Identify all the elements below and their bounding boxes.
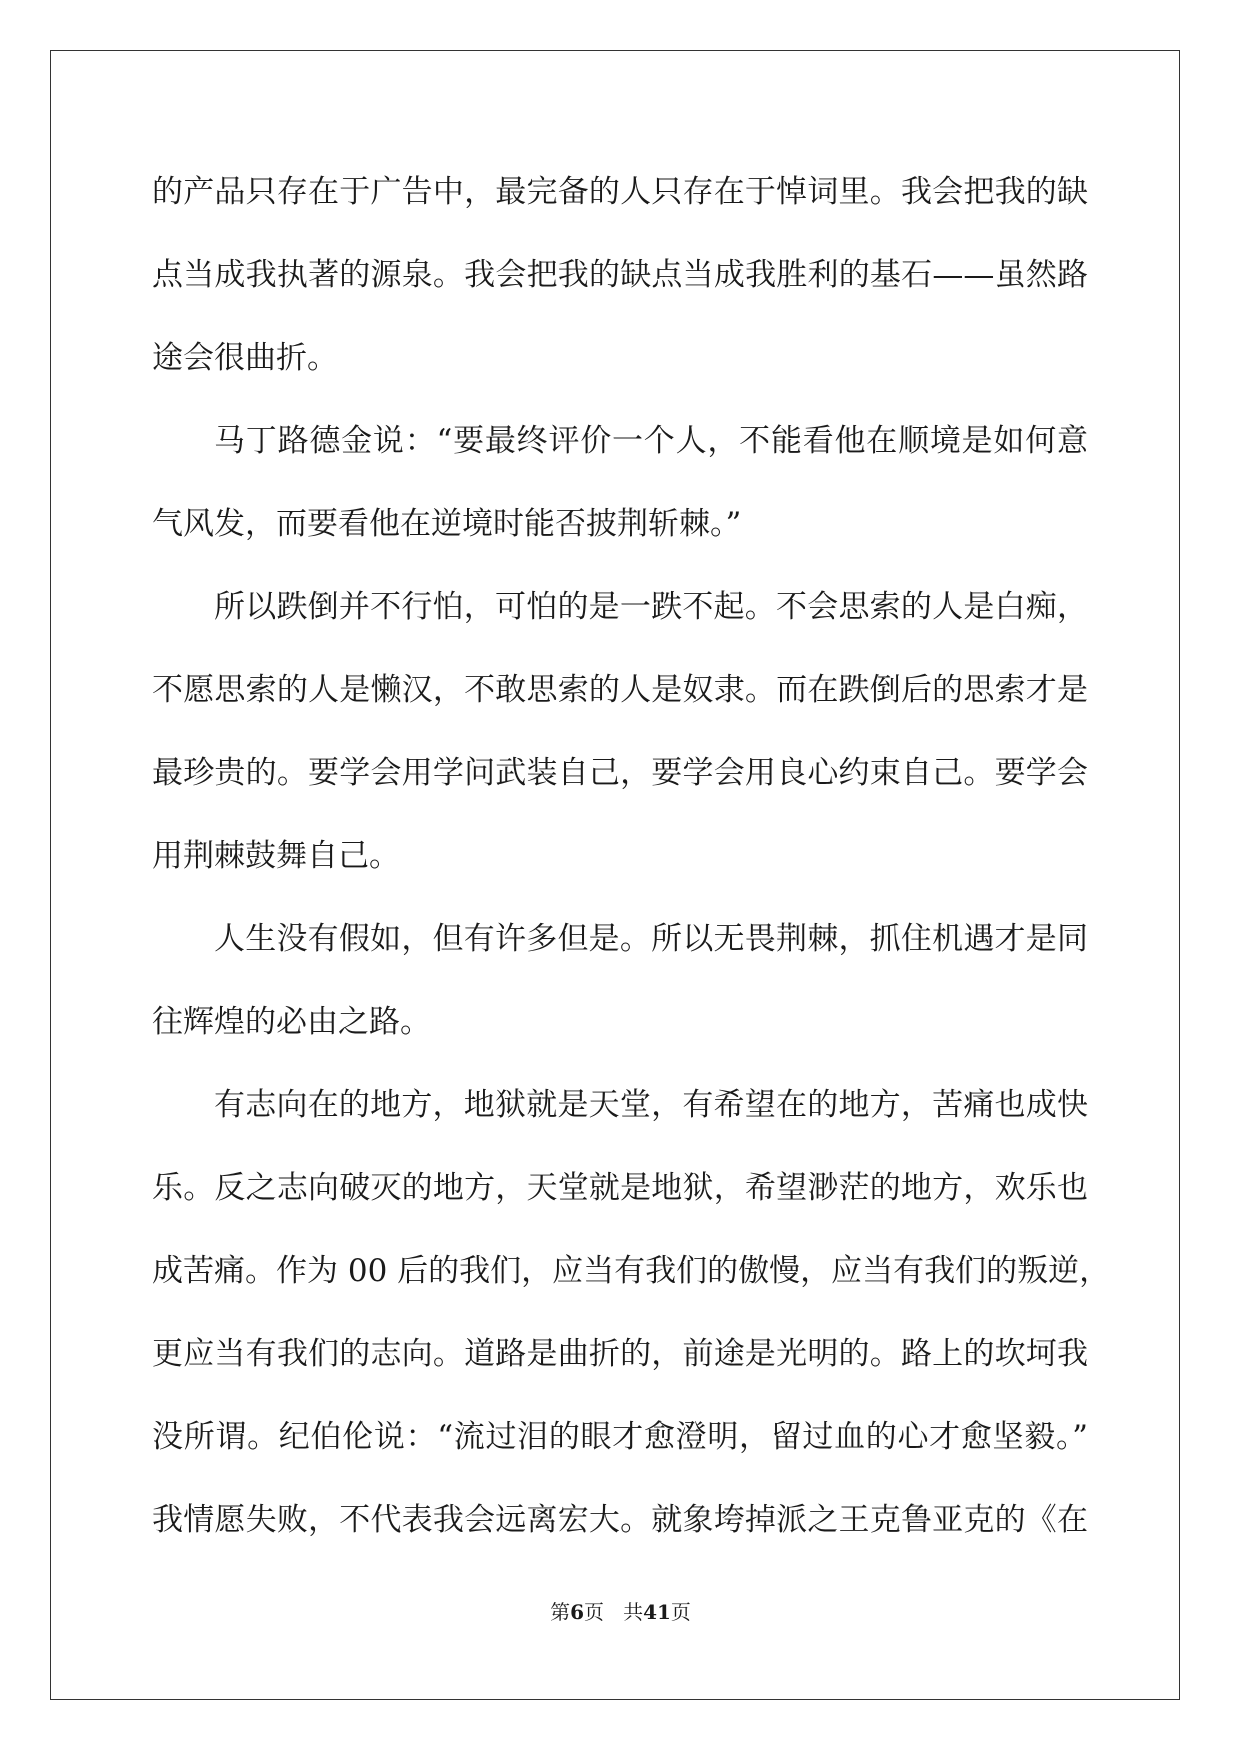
text-line: 气风发，而要看他在逆境时能否披荆斩棘。” xyxy=(152,506,742,542)
text-line: 没所谓。纪伯伦说：“流过泪的眼才愈澄明，留过血的心才愈坚毅。” xyxy=(152,1419,1088,1455)
page-footer xyxy=(0,1596,1241,1625)
text-line: 人生没有假如，但有许多但是。所以无畏荆棘，抓住机遇才是同 xyxy=(214,921,1088,957)
text-line: 的产品只存在于广告中，最完备的人只存在于悼词里。我会把我的缺 xyxy=(152,174,1088,210)
footer-total-pages: 41 xyxy=(643,1600,671,1624)
text-line: 点当成我执著的源泉。我会把我的缺点当成我胜利的基石——虽然路 xyxy=(152,257,1088,293)
footer-page-suffix: 页 xyxy=(584,1600,604,1624)
text-line: 往辉煌的必由之路。 xyxy=(152,1004,431,1040)
text-line: 更应当有我们的志向。道路是曲折的，前途是光明的。路上的坎坷我 xyxy=(152,1336,1088,1372)
footer-page-number: 6 xyxy=(570,1600,584,1624)
text-line: 不愿思索的人是懒汉，不敢思索的人是奴隶。而在跌倒后的思索才是 xyxy=(152,672,1088,708)
text-line: 乐。反之志向破灭的地方，天堂就是地狱，希望渺茫的地方，欢乐也 xyxy=(152,1170,1088,1206)
footer-prefix: 第 xyxy=(550,1600,571,1624)
text-line: 途会很曲折。 xyxy=(152,340,338,376)
text-line: 所以跌倒并不行怕，可怕的是一跌不起。不会思索的人是白痴， xyxy=(214,589,1088,625)
footer-total-prefix: 共 xyxy=(623,1600,644,1624)
text-line: 我情愿失败，不代表我会远离宏大。就象垮掉派之王克鲁亚克的《在 xyxy=(152,1502,1088,1538)
footer-total-suffix: 页 xyxy=(670,1600,691,1624)
text-line: 最珍贵的。要学会用学问武装自己，要学会用良心约束自己。要学会 xyxy=(152,755,1088,791)
text-line: 马丁路德金说：“要最终评价一个人，不能看他在顺境是如何意 xyxy=(214,423,1088,459)
text-line: 有志向在的地方，地狱就是天堂，有希望在的地方，苦痛也成快 xyxy=(214,1087,1088,1123)
text-line: 成苦痛。作为 00 后的我们，应当有我们的傲慢，应当有我们的叛逆， xyxy=(152,1253,1111,1289)
text-line: 用荆棘鼓舞自己。 xyxy=(152,838,400,874)
document-body xyxy=(152,164,1111,1575)
